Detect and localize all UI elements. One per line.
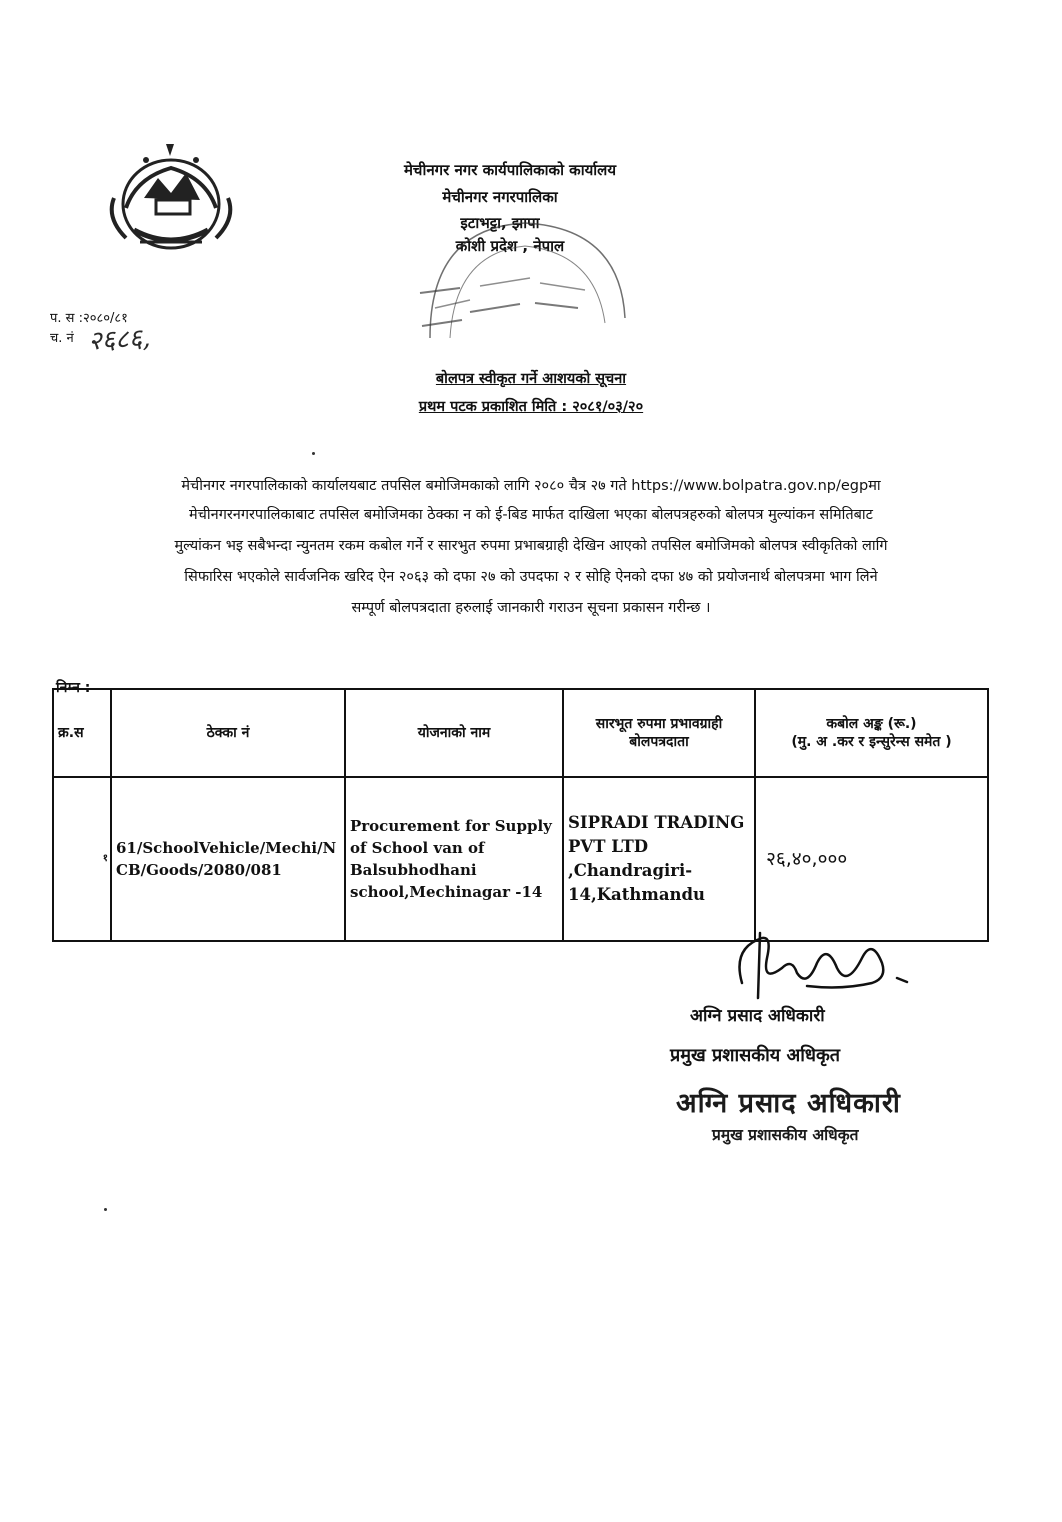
body-line-2: मेचीनगरनगरपालिकाबाट तपसिल बमोजिमका ठेक्का न को ई-बिड मार्फत दाखिला भएका बोलपत्रहरुको बोलपत्र मुल्यांकन समितिबाट bbox=[189, 507, 873, 523]
header-amount-line-2: (मु. अ .कर र इन्सुरेन्स समेत ) bbox=[791, 734, 952, 750]
body-line-3: मुल्यांकन भइ सबैभन्दा न्युनतम रकम कबोल गर्ने र सारभुत रुपमा प्रभाबग्राही देखिन आएको तपसिल बमोजिमको बोलपत्र स्वीकृतिको लागि bbox=[174, 538, 888, 554]
office-province: कोशी प्रदेश , नेपाल bbox=[455, 237, 565, 255]
office-stamp bbox=[410, 208, 640, 348]
handwritten-signature bbox=[712, 928, 922, 1008]
header-project-name: योजनाको नाम bbox=[345, 689, 563, 777]
table-header-row bbox=[53, 689, 988, 777]
signature-stamp-title: प्रमुख प्रशासकीय अधिकृत bbox=[712, 1126, 859, 1144]
header-sn: क्र.स bbox=[53, 689, 111, 777]
bid-table bbox=[52, 688, 989, 942]
office-address: इटाभट्टा, झापा bbox=[460, 214, 540, 232]
below-label: निम्न : bbox=[56, 680, 91, 696]
row-sn: १ bbox=[53, 777, 111, 941]
body-line-1: मेचीनगर नगरपालिकाको कार्यालयबाट तपसिल बमोजिमकाको लागि २०८० चैत्र २७ गते https://www.bolpatra.gov.np/egpमा bbox=[181, 478, 881, 494]
signature-stamp-name: अग्नि प्रसाद अधिकारी bbox=[676, 1088, 901, 1119]
header-amount bbox=[755, 689, 988, 777]
row-bidder: SIPRADI TRADING PVT LTD ,Chandragiri-14,Kathmandu bbox=[563, 777, 755, 941]
table-row bbox=[53, 777, 988, 941]
publish-date: प्रथम पटक प्रकाशित मिति : २०८१/०३/२० bbox=[418, 399, 644, 415]
dispatch-number-label: च. नं bbox=[50, 331, 74, 346]
header-amount-line-1: कबोल अङ्क (रू.) bbox=[826, 716, 917, 732]
government-emblem bbox=[96, 138, 246, 258]
header-contract-no: ठेक्का नं bbox=[111, 689, 345, 777]
signer-name: अग्नि प्रसाद अधिकारी bbox=[690, 1006, 825, 1026]
reference-number: प. स :२०८०/८१ bbox=[50, 311, 128, 326]
body-line-4: सिफारिस भएकोले सार्वजनिक खरिद ऐन २०६३ को दफा २७ को उपदफा २ र सोहि ऐनको दफा ४७ को प्रयोजनार्थ बोलपत्रमा भाग लिने bbox=[184, 569, 878, 585]
signer-title: प्रमुख प्रशासकीय अधिकृत bbox=[670, 1045, 841, 1066]
office-name: मेचीनगर नगर कार्यपालिकाको कार्यालय bbox=[403, 161, 617, 179]
header-bidder: सारभूत रुपमा प्रभावग्राही बोलपत्रदाता bbox=[563, 689, 755, 777]
row-contract-no: 61/SchoolVehicle/Mechi/NCB/Goods/2080/081 bbox=[111, 777, 345, 941]
notice-title: बोलपत्र स्वीकृत गर्ने आशयको सूचना bbox=[435, 371, 627, 387]
row-project-name: Procurement for Supply of School van of Balsubhodhani school,Mechinagar -14 bbox=[345, 777, 563, 941]
body-line-5: सम्पूर्ण बोलपत्रदाता हरुलाई जानकारी गराउन सूचना प्रकासन गरीन्छ । bbox=[351, 600, 711, 616]
dispatch-number-handwritten: २६८६, bbox=[87, 323, 152, 357]
stray-mark bbox=[312, 452, 315, 455]
stray-mark bbox=[104, 1208, 107, 1211]
municipality-name: मेचीनगर नगरपालिका bbox=[442, 188, 558, 206]
row-amount: २६,४०,००० bbox=[755, 777, 988, 941]
